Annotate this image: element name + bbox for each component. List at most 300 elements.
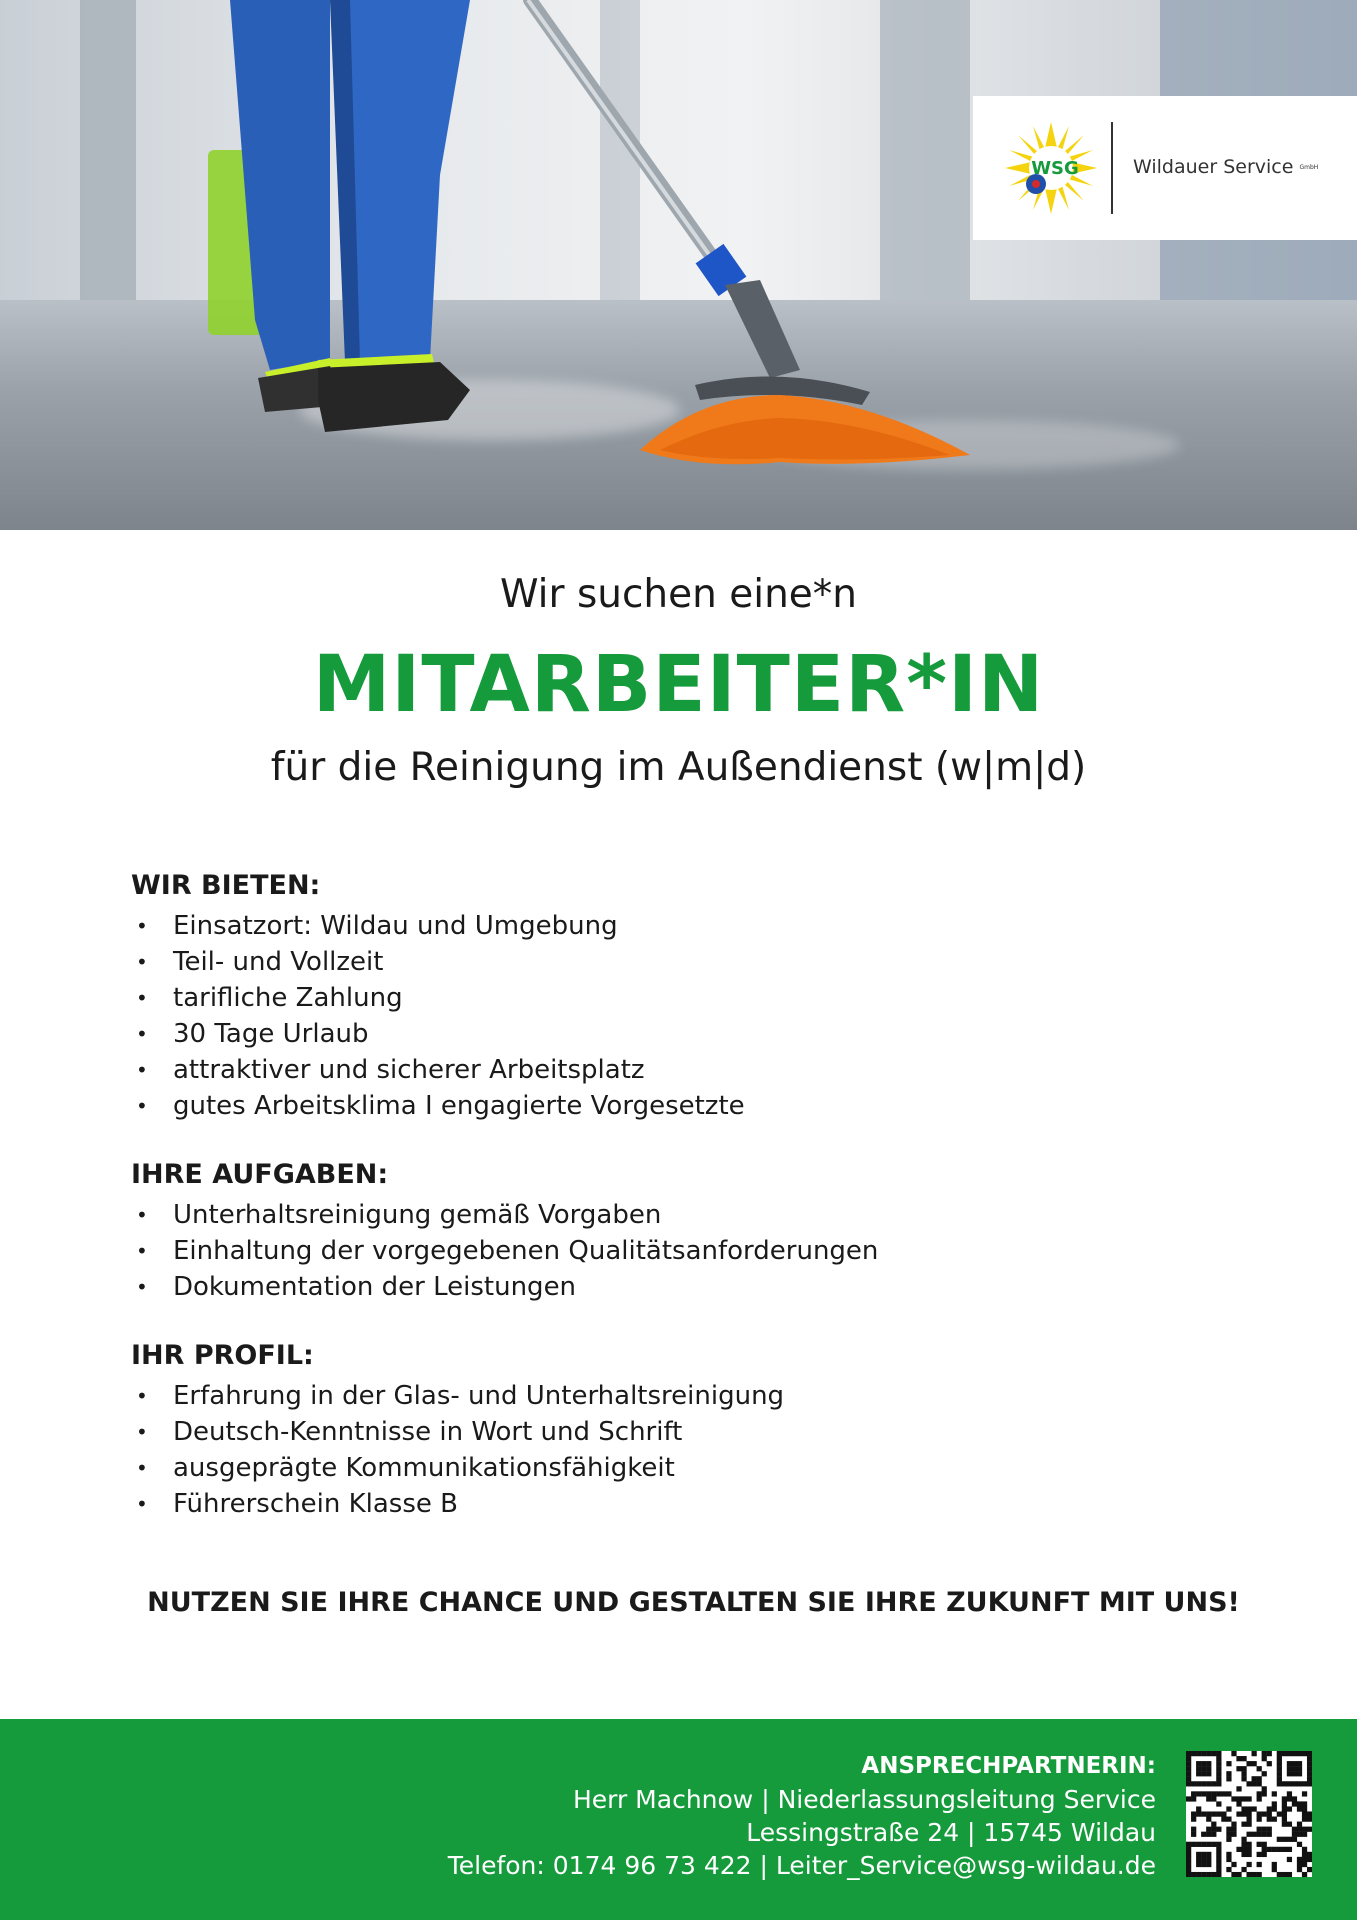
qr-module [1292,1832,1297,1837]
list-item [131,1486,784,1522]
qr-module [1267,1761,1272,1766]
contact-block [448,1749,1156,1882]
list-item [131,908,745,944]
qr-module [1282,1822,1287,1827]
qr-module [1262,1791,1267,1796]
bullet-icon: • [136,1275,148,1299]
qr-module [1211,1832,1216,1837]
qr-module [1297,1771,1302,1776]
qr-module [1272,1862,1277,1867]
worker-shoe-right [318,362,470,432]
qr-module [1186,1857,1191,1862]
qr-module [1231,1751,1236,1756]
qr-module [1257,1811,1262,1816]
qr-module [1302,1847,1307,1852]
qr-module [1191,1842,1196,1847]
qr-module [1206,1766,1211,1771]
qr-module [1262,1811,1267,1816]
qr-module [1211,1796,1216,1801]
qr-module [1186,1862,1191,1867]
qr-module [1297,1781,1302,1786]
qr-module [1292,1771,1297,1776]
qr-module [1252,1872,1257,1877]
qr-module [1246,1811,1251,1816]
qr-module [1277,1872,1282,1877]
qr-module [1287,1847,1292,1852]
qr-module [1277,1781,1282,1786]
qr-module [1191,1781,1196,1786]
qr-module [1216,1847,1221,1852]
qr-module [1211,1842,1216,1847]
qr-module [1277,1837,1282,1842]
qr-module [1201,1857,1206,1862]
qr-module [1282,1817,1287,1822]
qr-module [1186,1761,1191,1766]
qr-module [1196,1806,1201,1811]
qr-module [1226,1827,1231,1832]
logo-company-suffix: GmbH [1299,164,1319,171]
qr-module [1282,1801,1287,1806]
qr-module [1302,1811,1307,1816]
qr-module [1292,1761,1297,1766]
logo-company-name [1133,156,1318,178]
qr-module [1226,1832,1231,1837]
qr-module [1246,1761,1251,1766]
qr-module [1216,1842,1221,1847]
qr-module [1231,1832,1236,1837]
qr-module [1257,1781,1262,1786]
qr-module [1196,1852,1201,1857]
qr-module [1287,1761,1292,1766]
bullet-icon: • [136,1094,148,1118]
qr-module [1267,1832,1272,1837]
qr-module [1302,1827,1307,1832]
qr-module [1246,1847,1251,1852]
qr-module [1211,1791,1216,1796]
qr-module [1307,1867,1312,1872]
qr-module [1287,1791,1292,1796]
qr-module [1211,1751,1216,1756]
contact-phone-email: Telefon: 0174 96 73 422 | Leiter_Service@wsg-wildau.de [447,1851,1156,1880]
qr-module [1262,1842,1267,1847]
qr-module [1282,1872,1287,1877]
qr-module [1206,1796,1211,1801]
qr-module [1302,1832,1307,1837]
qr-module [1226,1771,1231,1776]
qr-module [1226,1867,1231,1872]
qr-module [1307,1756,1312,1761]
qr-module [1236,1811,1241,1816]
bullet-icon: • [136,1203,148,1227]
qr-module [1287,1766,1292,1771]
qr-module [1302,1781,1307,1786]
qr-module [1307,1771,1312,1776]
qr-module [1226,1791,1231,1796]
qr-module [1246,1842,1251,1847]
qr-module [1287,1857,1292,1862]
qr-module [1196,1872,1201,1877]
qr-module [1226,1857,1231,1862]
list-item [131,1378,784,1414]
qr-module [1216,1872,1221,1877]
qr-module [1307,1811,1312,1816]
job-subtitle: für die Reinigung im Außendienst (w|m|d) [270,745,1087,790]
qr-module [1191,1817,1196,1822]
qr-module [1257,1766,1262,1771]
qr-module [1216,1811,1221,1816]
qr-module [1272,1847,1277,1852]
qr-module [1191,1796,1196,1801]
qr-module [1307,1761,1312,1766]
qr-module [1221,1791,1226,1796]
qr-module [1186,1852,1191,1857]
qr-module [1246,1806,1251,1811]
qr-module [1216,1776,1221,1781]
qr-module [1267,1811,1272,1816]
qr-module [1307,1817,1312,1822]
qr-module [1292,1781,1297,1786]
qr-module [1206,1781,1211,1786]
qr-module [1257,1776,1262,1781]
qr-module [1196,1781,1201,1786]
qr-module [1282,1781,1287,1786]
qr-module [1297,1761,1302,1766]
qr-module [1211,1811,1216,1816]
qr-module [1231,1872,1236,1877]
qr-module [1246,1781,1251,1786]
qr-module [1257,1842,1262,1847]
qr-module [1201,1751,1206,1756]
qr-module [1287,1822,1292,1827]
qr-module [1186,1872,1191,1877]
qr-module [1186,1751,1191,1756]
qr-module [1302,1817,1307,1822]
qr-module [1307,1766,1312,1771]
qr-module [1221,1817,1226,1822]
qr-module [1231,1822,1236,1827]
qr-module [1201,1781,1206,1786]
qr-module [1267,1751,1272,1756]
qr-module [1226,1776,1231,1781]
qr-module [1307,1751,1312,1756]
qr-module [1226,1806,1231,1811]
qr-module [1252,1781,1257,1786]
qr-module [1236,1872,1241,1877]
list-item-text: Unterhaltsreinigung gemäß Vorgaben [173,1200,662,1230]
qr-module [1297,1822,1302,1827]
qr-module [1206,1842,1211,1847]
qr-module [1267,1827,1272,1832]
list-item-text: Teil- und Vollzeit [173,947,384,977]
qr-module [1206,1827,1211,1832]
qr-module [1241,1766,1246,1771]
qr-module [1216,1771,1221,1776]
qr-module [1241,1847,1246,1852]
qr-module [1201,1811,1206,1816]
qr-module [1241,1771,1246,1776]
qr-module [1292,1751,1297,1756]
qr-module [1186,1781,1191,1786]
qr-module [1241,1842,1246,1847]
qr-module [1302,1862,1307,1867]
qr-code-icon[interactable] [1186,1751,1312,1877]
qr-module [1257,1852,1262,1857]
qr-module [1252,1761,1257,1766]
qr-module [1297,1857,1302,1862]
qr-module [1241,1837,1246,1842]
qr-module [1287,1796,1292,1801]
qr-module [1236,1766,1241,1771]
qr-module [1241,1811,1246,1816]
qr-module [1186,1867,1191,1872]
qr-module [1196,1751,1201,1756]
section-heading: WIR BIETEN: [131,870,321,901]
qr-module [1302,1751,1307,1756]
qr-module [1297,1862,1302,1867]
qr-module [1206,1857,1211,1862]
qr-module [1282,1811,1287,1816]
qr-module [1282,1751,1287,1756]
headline-intro: Wir suchen eine*n [499,572,858,617]
qr-module [1236,1801,1241,1806]
logo-brand-text: WSG [1031,158,1079,179]
qr-module [1201,1852,1206,1857]
qr-module [1252,1832,1257,1837]
qr-module [1216,1867,1221,1872]
hero-photo [0,0,1357,530]
qr-module [1236,1796,1241,1801]
qr-module [1191,1872,1196,1877]
qr-module [1302,1801,1307,1806]
qr-module [1277,1751,1282,1756]
qr-module [1206,1862,1211,1867]
qr-module [1292,1796,1297,1801]
qr-module [1216,1827,1221,1832]
logo-company-name-text: Wildauer Service [1133,156,1294,178]
qr-module [1246,1872,1251,1877]
qr-module [1211,1781,1216,1786]
list-item [131,1269,878,1305]
qr-module [1277,1761,1282,1766]
qr-module [1252,1776,1257,1781]
qr-module [1236,1847,1241,1852]
qr-module [1186,1796,1191,1801]
qr-module [1201,1862,1206,1867]
qr-module [1292,1827,1297,1832]
qr-module [1246,1862,1251,1867]
qr-module [1211,1827,1216,1832]
qr-module [1246,1832,1251,1837]
qr-module [1307,1827,1312,1832]
qr-module [1186,1756,1191,1761]
qr-module [1257,1872,1262,1877]
qr-module [1236,1786,1241,1791]
qr-module [1196,1766,1201,1771]
qr-module [1206,1761,1211,1766]
mop-handle-highlight [528,0,720,270]
list-item [131,1088,745,1124]
qr-module [1226,1852,1231,1857]
list-item-text: tarifliche Zahlung [173,983,403,1013]
qr-module [1241,1756,1246,1761]
list-item-text: Einhaltung der vorgegebenen Qualitätsanforderungen [173,1236,879,1266]
qr-module [1277,1771,1282,1776]
list-item [131,944,745,980]
qr-module [1257,1796,1262,1801]
qr-module [1262,1751,1267,1756]
qr-module [1302,1806,1307,1811]
qr-module [1211,1822,1216,1827]
qr-module [1216,1801,1221,1806]
qr-module [1216,1862,1221,1867]
qr-module [1267,1847,1272,1852]
list-item [131,1233,878,1269]
tasks-list [131,1197,878,1305]
contact-footer [0,1719,1357,1920]
qr-module [1246,1822,1251,1827]
list-item-text: ausgeprägte Kommunikationsfähigkeit [173,1453,675,1483]
worker-leg-left [230,0,330,370]
qr-module [1262,1786,1267,1791]
qr-module [1302,1852,1307,1857]
qr-module [1282,1847,1287,1852]
bullet-icon: • [136,1492,148,1516]
qr-module [1186,1842,1191,1847]
qr-module [1206,1811,1211,1816]
qr-module [1302,1857,1307,1862]
qr-module [1191,1791,1196,1796]
contact-heading: ANSPRECHPARTNERIN: [861,1753,1156,1779]
section-benefits [131,868,745,1124]
qr-module [1297,1751,1302,1756]
qr-module [1307,1852,1312,1857]
qr-module [1277,1811,1282,1816]
call-to-action: NUTZEN SIE IHRE CHANCE UND GESTALTEN SIE IHRE ZUKUNFT MIT UNS! [147,1587,1240,1618]
qr-module [1292,1766,1297,1771]
qr-module [1206,1751,1211,1756]
qr-module [1231,1862,1236,1867]
qr-module [1267,1817,1272,1822]
bullet-icon: • [136,1239,148,1263]
qr-module [1277,1847,1282,1852]
qr-module [1297,1867,1302,1872]
qr-module [1201,1771,1206,1776]
qr-module [1282,1806,1287,1811]
qr-module [1307,1776,1312,1781]
list-item-text: Führerschein Klasse B [173,1489,458,1519]
qr-module [1216,1781,1221,1786]
qr-module [1216,1852,1221,1857]
qr-module [1186,1771,1191,1776]
qr-module [1282,1837,1287,1842]
job-title: MITARBEITER*IN [312,640,1045,730]
qr-module [1186,1766,1191,1771]
qr-module [1307,1857,1312,1862]
qr-module [1191,1832,1196,1837]
list-item-text: 30 Tage Urlaub [173,1019,369,1049]
qr-module [1262,1827,1267,1832]
qr-module [1226,1817,1231,1822]
qr-module [1287,1771,1292,1776]
qr-module [1287,1837,1292,1842]
bullet-icon: • [136,950,148,974]
qr-module [1272,1791,1277,1796]
qr-module [1196,1862,1201,1867]
qr-module [1246,1796,1251,1801]
qr-module [1231,1827,1236,1832]
qr-module [1277,1766,1282,1771]
qr-module [1292,1801,1297,1806]
profile-list [131,1378,784,1522]
qr-module [1211,1872,1216,1877]
qr-module [1221,1811,1226,1816]
qr-module [1206,1817,1211,1822]
qr-module [1257,1862,1262,1867]
list-item-text: Dokumentation der Leistungen [173,1272,577,1302]
qr-module [1216,1766,1221,1771]
qr-module [1216,1761,1221,1766]
qr-module [1262,1852,1267,1857]
qr-module [1201,1832,1206,1837]
qr-module [1257,1827,1262,1832]
qr-module [1216,1791,1221,1796]
qr-module [1191,1751,1196,1756]
qr-module [1226,1761,1231,1766]
qr-module [1196,1842,1201,1847]
qr-module [1201,1766,1206,1771]
wsg-sun-logo-icon [1003,120,1099,216]
qr-module [1252,1806,1257,1811]
qr-module [1241,1867,1246,1872]
qr-module [1226,1837,1231,1842]
qr-module [1297,1766,1302,1771]
list-item-text: attraktiver und sicherer Arbeitsplatz [173,1055,645,1085]
qr-module [1297,1806,1302,1811]
qr-module [1206,1791,1211,1796]
qr-module [1236,1756,1241,1761]
section-heading: IHR PROFIL: [131,1340,314,1371]
bullet-icon: • [136,1420,148,1444]
qr-module [1206,1771,1211,1776]
qr-module [1307,1781,1312,1786]
qr-module [1287,1806,1292,1811]
qr-module [1272,1801,1277,1806]
qr-module [1302,1791,1307,1796]
qr-module [1201,1761,1206,1766]
list-item [131,1414,784,1450]
qr-module [1206,1832,1211,1837]
qr-module [1246,1817,1251,1822]
qr-module [1206,1872,1211,1877]
qr-module [1272,1867,1277,1872]
qr-module [1186,1776,1191,1781]
qr-module [1262,1756,1267,1761]
qr-module [1297,1801,1302,1806]
qr-module [1277,1776,1282,1781]
qr-module [1262,1847,1267,1852]
qr-module [1196,1761,1201,1766]
qr-module [1206,1852,1211,1857]
list-item [131,1016,745,1052]
qr-module [1201,1791,1206,1796]
bullet-icon: • [136,1058,148,1082]
qr-module [1267,1806,1272,1811]
qr-module [1201,1842,1206,1847]
qr-module [1277,1756,1282,1761]
bullet-icon: • [136,1456,148,1480]
benefits-list [131,908,745,1124]
qr-module [1241,1822,1246,1827]
